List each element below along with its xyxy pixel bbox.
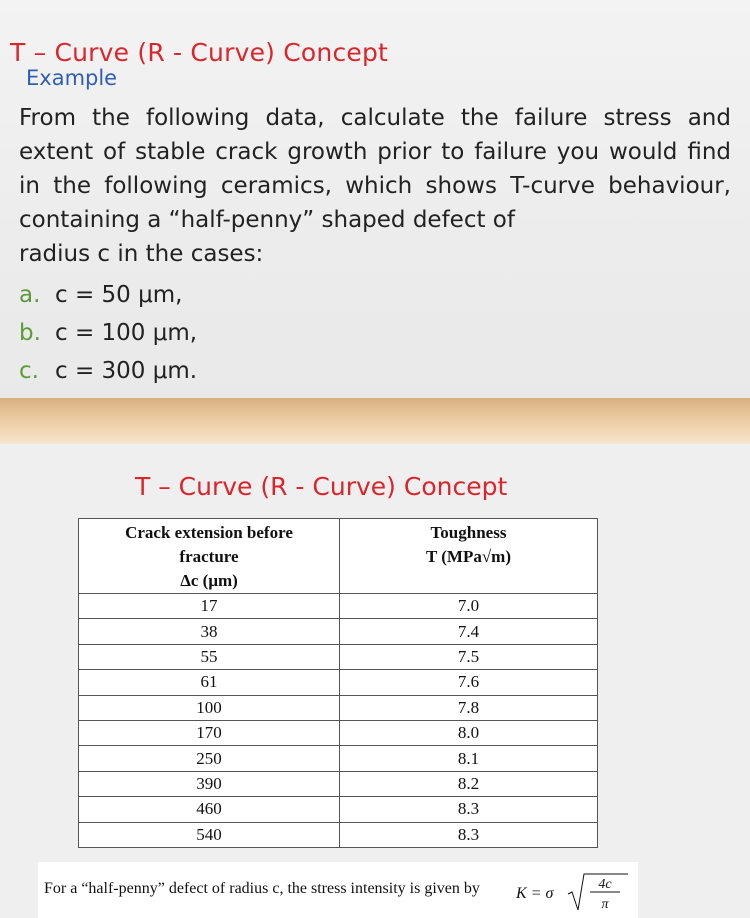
cell-toughness: 7.5 — [340, 644, 598, 669]
cell-crack-extension: 38 — [79, 619, 340, 644]
formula-lhs: K = σ — [516, 885, 554, 902]
header-line: Toughness — [430, 523, 507, 542]
case-item — [19, 352, 197, 390]
header-line: T (MPa√m) — [425, 547, 512, 566]
case-text: c = 100 μm, — [55, 320, 198, 346]
header-line: Crack extension before — [125, 523, 293, 542]
formula-numerator: 4c — [598, 877, 612, 892]
table-row — [79, 594, 598, 619]
problem-text-end: radius c in the cases: — [19, 241, 264, 267]
header-line: Δc (μm) — [180, 571, 238, 590]
cell-crack-extension: 170 — [79, 720, 340, 745]
table-row — [79, 746, 598, 771]
table-row — [79, 771, 598, 796]
header-line: fracture — [179, 547, 239, 566]
cell-crack-extension: 250 — [79, 746, 340, 771]
cell-crack-extension: 17 — [79, 594, 340, 619]
cell-crack-extension: 100 — [79, 695, 340, 720]
case-label: a. — [19, 282, 41, 308]
case-item — [19, 276, 197, 314]
cell-toughness: 8.3 — [340, 797, 598, 822]
cell-toughness: 8.3 — [340, 822, 598, 847]
stress-intensity-formula — [516, 870, 636, 914]
slide-subtitle: Example — [26, 66, 118, 90]
problem-text: From the following data, calculate the failure stress and extent of stable crack growth prior to failure you would find in the following ceramics, which shows T-curve behaviour, containing a “half-penny” shaped defect of — [19, 105, 731, 233]
slide-title: T – Curve (R - Curve) Concept — [10, 38, 389, 67]
table-row — [79, 644, 598, 669]
table-row — [79, 720, 598, 745]
case-text: c = 50 μm, — [55, 282, 183, 308]
column-header-crack-extension — [79, 519, 340, 594]
cell-crack-extension: 390 — [79, 771, 340, 796]
cell-toughness: 7.8 — [340, 695, 598, 720]
table-row — [79, 670, 598, 695]
case-list — [19, 276, 197, 390]
cell-crack-extension: 460 — [79, 797, 340, 822]
slide-title: T – Curve (R - Curve) Concept — [135, 472, 508, 501]
table-header-row — [79, 519, 598, 594]
table-row — [79, 797, 598, 822]
formula-denominator: π — [601, 897, 609, 912]
table-body — [79, 594, 598, 848]
column-header-toughness — [340, 519, 598, 594]
case-item — [19, 314, 197, 352]
slide-example — [0, 0, 750, 398]
table-row — [79, 619, 598, 644]
table-row — [79, 695, 598, 720]
cell-crack-extension: 540 — [79, 822, 340, 847]
cell-toughness: 8.2 — [340, 771, 598, 796]
cell-crack-extension: 61 — [79, 670, 340, 695]
cell-toughness: 7.4 — [340, 619, 598, 644]
cell-crack-extension: 55 — [79, 644, 340, 669]
formula-text: For a “half-penny” defect of radius c, the stress intensity is given by — [44, 880, 480, 897]
cell-toughness: 8.0 — [340, 720, 598, 745]
cell-toughness: 8.1 — [340, 746, 598, 771]
formula-caption — [38, 862, 638, 918]
slide-data — [0, 444, 750, 918]
table-row — [79, 822, 598, 847]
cell-toughness: 7.0 — [340, 594, 598, 619]
toughness-table — [78, 518, 598, 848]
cell-toughness: 7.6 — [340, 670, 598, 695]
case-label: b. — [19, 320, 41, 346]
slide-divider — [0, 398, 750, 444]
case-label: c. — [19, 358, 39, 384]
problem-statement — [19, 101, 731, 271]
case-text: c = 300 μm. — [55, 358, 198, 384]
